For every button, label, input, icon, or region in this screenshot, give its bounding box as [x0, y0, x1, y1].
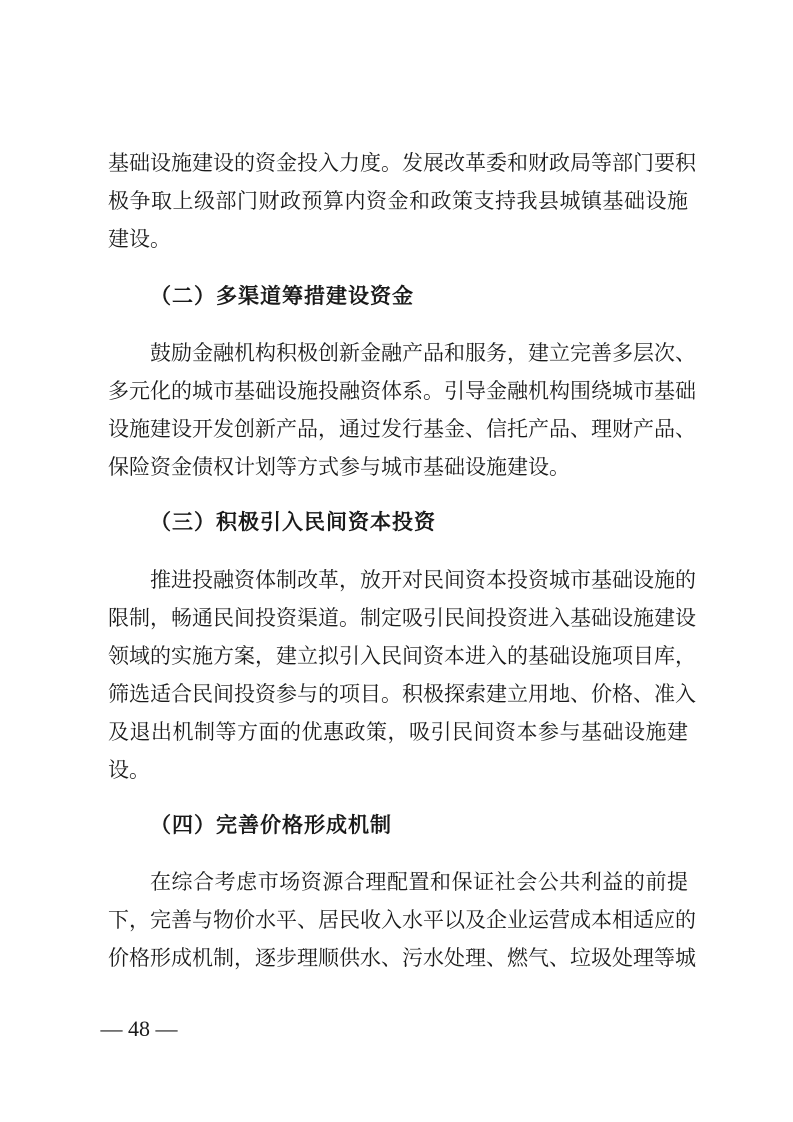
paragraph-line: 设施建设开发创新产品，通过发行基金、信托产品、理财产品、 [108, 417, 696, 441]
paragraph-line: 价格形成机制，逐步理顺供水、污水处理、燃气、垃圾处理等城 [108, 946, 696, 970]
paragraph-line: 保险资金债权计划等方式参与城市基础设施建设。 [108, 455, 570, 479]
paragraph-line: 建设。 [108, 227, 171, 251]
paragraph-line: 筛选适合民间投资参与的项目。积极探索建立用地、价格、准入 [108, 682, 696, 706]
section-heading-3: （三）积极引入民间资本投资 [150, 510, 436, 534]
paragraph-line: 及退出机制等方面的优惠政策，吸引民间资本参与基础设施建 [108, 720, 688, 744]
section-heading-4: （四）完善价格形成机制 [150, 813, 392, 837]
paragraph-line: 下，完善与物价水平、居民收入水平以及企业运营成本相适应的 [108, 908, 696, 932]
paragraph-line: 推进投融资体制改革，放开对民间资本投资城市基础设施的 [150, 568, 696, 592]
paragraph-line: 在综合考虑市场资源合理配置和保证社会公共利益的前提 [150, 870, 688, 894]
paragraph-line: 设。 [108, 758, 150, 782]
paragraph-line: 限制，畅通民间投资渠道。制定吸引民间投资进入基础设施建设 [108, 606, 696, 630]
paragraph-line: 极争取上级部门财政预算内资金和政策支持我县城镇基础设施 [108, 189, 688, 213]
paragraph-line: 多元化的城市基础设施投融资体系。引导金融机构围绕城市基础 [108, 379, 696, 403]
paragraph-line: 基础设施建设的资金投入力度。发展改革委和财政局等部门要积 [108, 151, 696, 175]
section-heading-2: （二）多渠道筹措建设资金 [150, 284, 414, 308]
page-number: — 48 — [100, 1016, 178, 1041]
paragraph-line: 鼓励金融机构积极创新金融产品和服务，建立完善多层次、 [150, 341, 696, 365]
paragraph-line: 领域的实施方案，建立拟引入民间资本进入的基础设施项目库， [108, 644, 696, 668]
